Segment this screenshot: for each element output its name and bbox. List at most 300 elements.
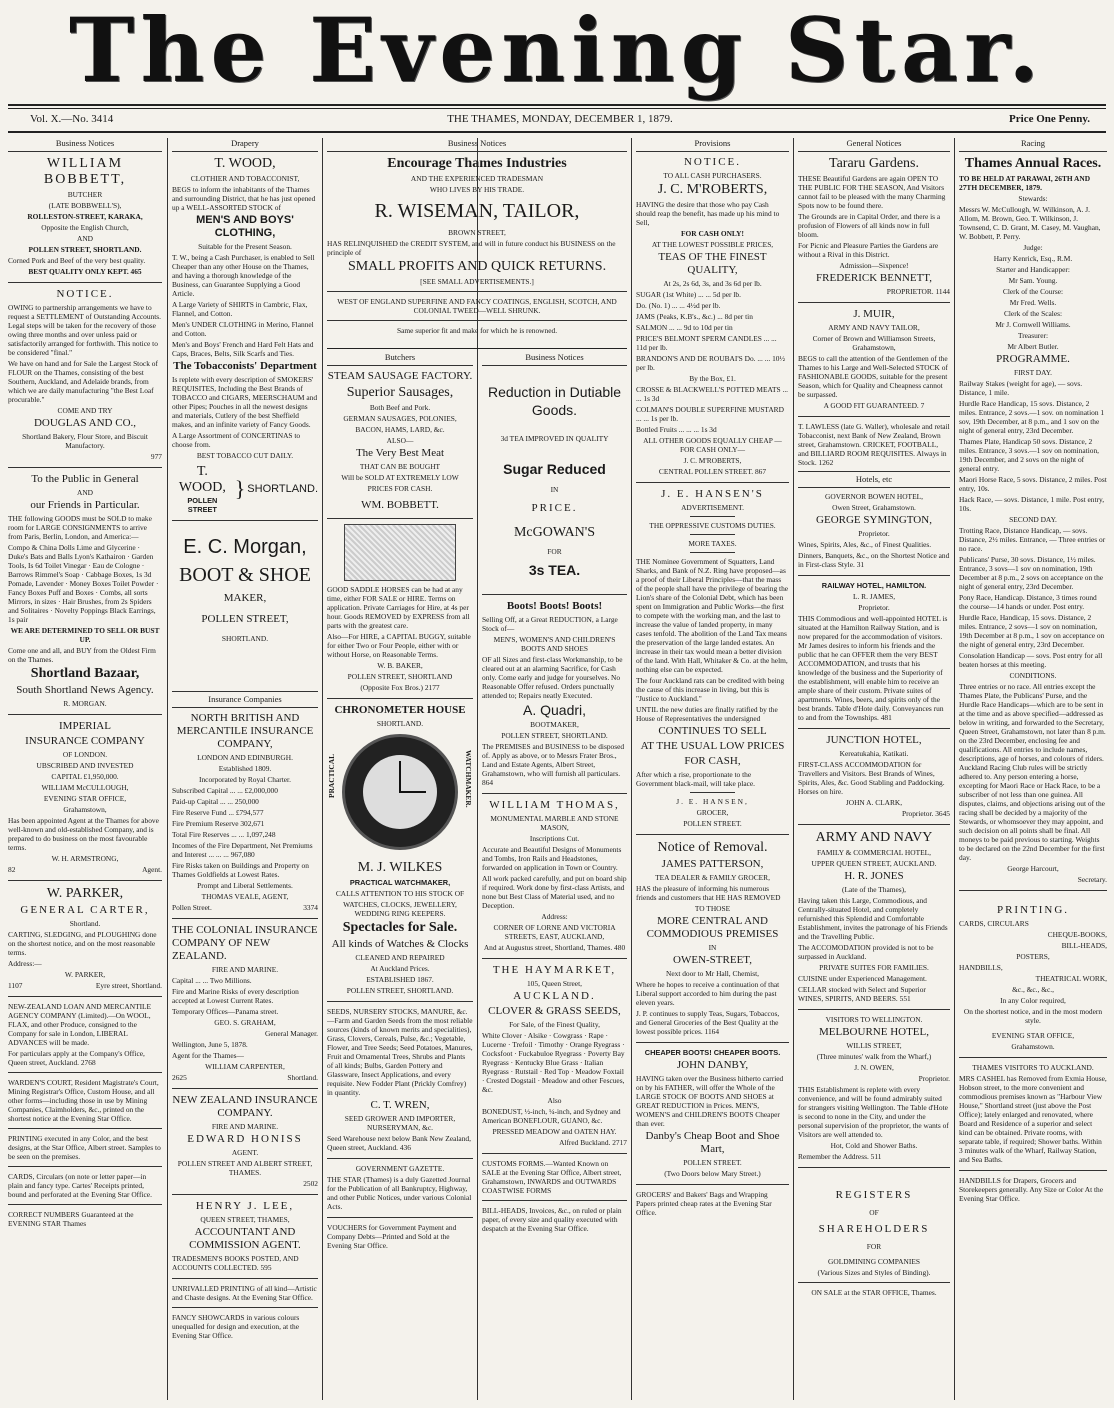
ad-line: BILL-HEADS, [1061, 941, 1107, 950]
ad-text: THESE Beautiful Gardens are again OPEN TO THE PUBLIC FOR THE SEASON, And Visitors cannot fail to be pleased with the many Charming Spots now to be found there. [798, 174, 946, 210]
ad-correct-numbers: CORRECT NUMBERS Guaranteed at the EVENING STAR Thames [8, 1210, 134, 1228]
section-header: Butchers [327, 352, 473, 366]
ad-name: NEW ZEALAND INSURANCE COMPANY. [172, 1094, 318, 1119]
ad-danby [636, 1048, 789, 1178]
ad-title: CHRONOMETER HOUSE [334, 704, 466, 716]
ad-headline: Sugar Reduced [503, 461, 606, 477]
ad-headline: FOR CASH, [684, 755, 741, 767]
ad-line: GERMAN SAUSAGES, POLONIES, [343, 414, 457, 423]
ad-text: OWING to partnership arrangements we have to request a SETTLEMENT of Outstanding Accounts. Legal steps will be taken for the recovery of those owing three months and over unless paid or satisfactorily arranged for forthwith. This notice to be considered "final." [8, 303, 161, 357]
ad-line: Starter and Handicapper: [996, 265, 1070, 274]
section-header: Racing [959, 138, 1107, 152]
ad-signature: GEO. S. GRAHAM, [214, 1018, 276, 1027]
column-divider [631, 138, 632, 1400]
ad-line: THEATRICAL WORK, [1035, 974, 1107, 983]
ad-name: INSURANCE COMPANY [25, 735, 145, 747]
ad-text: THE Nominee Government of Squatters, Land Sharks, and Bank of N.Z. Ring have proposed—as a proof of their Liberal Principles—that the mass of the people shall have the privilege of bearing the Lion's share of the Colonial Debt, which has been spent on Immigration and Public Works—the first to compete with the working man, and the last to increase the value of landed property, in many cases tenfold. The abolition of the Land Tax means the preservation of the large landed estates. An increase in their tax would mean a better division of the land. With Hall, Whitaker & Co. at the helm, nothing else can be expected. [636, 557, 789, 674]
ad-text: Messrs W. McCullough, W. Wilkinson, A. J. Allom, M. Brown, Geo. T. Wilkinson, J. Townsend, C. D. Grant, M. Casey, M. Vaughan, W. Bobbett, P. Perry. [959, 205, 1101, 241]
ad-name: T. WOOD, [178, 464, 226, 495]
ad-seed-list: White Clover · Alsike · Cowgrass · Rape · Lucerne · Trefoil · Timothy · Orange Ryegrass · Cocksfoot · Fuckabuloe Ryegrass · Poverty Bay Ryegrass · Kentucky Blue Grass · Italian Ryegrass · Rutstail · Red Top · Meadow Foxtail · Crested Dogstail · Meadow and other Fescues, &c. [482, 1031, 625, 1094]
ad-line: PRICES FOR CASH. [367, 484, 433, 493]
ad-vouchers: VOUCHERS for Government Payment and Company Debts—Printed and Sold at the Evening Star Office. [327, 1223, 457, 1250]
ad-signature: J. E. HANSEN, [676, 797, 749, 806]
ad-name: McGOWAN'S [513, 525, 596, 540]
ad-line: Incorporated by Royal Charter. [199, 775, 291, 784]
ad-address: POLLEN STREET, SHORTLAND. [346, 986, 454, 995]
ad-name: R. WISEMAN, TAILOR, [374, 200, 580, 222]
ad-goods-list: Compo & China Dolls Lime and Glycerine · Duke's Bats and Balls Lyon's Kathairon · Garden Tools, Is 6d Toilet Vinegar · Eau de Cologne · Barrows Rimmel's Soap · Cabbage Boxes, 1s 3d Pomade, Lavender · Money Boxes Toilet Powder · Fancy Boxes Puff and Boxes · Combs, all sorts Mirrors, in sizes · Hair Brushes, from 2s Spiders and Solitaires · Novelty Poppings Black Earrings, 1s pair [8, 543, 159, 624]
ad-address: POLLEN STREET, SHORTLAND [347, 672, 453, 681]
ad-trade: TEA DEALER & FAMILY GROCER, [655, 873, 770, 882]
ad-name: NORTH BRITISH AND MERCANTILE INSURANCE COMPANY, [176, 712, 314, 750]
ad-trade: SEED GROWER AND IMPORTER, NURSERYMAN, &c. [344, 1114, 456, 1132]
ad-name: E. C. Morgan, [183, 536, 307, 558]
ad-headline: CLOVER & GRASS SEEDS, [488, 1005, 621, 1017]
ad-colonial [172, 924, 318, 1082]
masthead-rule-bottom [8, 108, 1106, 109]
ad-line: GROCER, [696, 808, 729, 817]
ad-line: Prompt and Liberal Settlements. [197, 881, 293, 890]
ad-north-british [172, 712, 318, 912]
ad-text: Temporary Offices—Panama street. [172, 1007, 279, 1016]
ad-lawless: T. LAWLESS (late G. Waller), wholesale and retail Tobacconist, next Bank of New Zealand, Brown street, Grahamstown. CRICKET, FOOTBALL, and BILLIARD ROOM REQUISITES. Always in Stock. 1262 [798, 422, 950, 467]
ad-line: (LATE BOBBWELL'S), [48, 201, 122, 210]
ad-title: JUNCTION HOTEL, [826, 734, 922, 746]
ad-name: JOHN DANBY, [676, 1059, 749, 1071]
ad-text: FIRST-CLASS ACCOMMODATION for Travellers and Visitors. Best Brands of Wines, Spirits, Ales, &c. Good Stabling and Paddocking. Horses on hire. [798, 760, 945, 796]
ad-line: GOLDMINING COMPANIES [828, 1257, 920, 1266]
ad-line: AND THE EXPERIENCED TRADESMAN [410, 174, 544, 183]
ad-address: Owen Street, Grahamstown. [832, 503, 916, 512]
ad-title: STEAM SAUSAGE FACTORY. [327, 370, 473, 382]
ad-headline: CONTINUES TO SELL [658, 725, 767, 737]
ad-line: MEN'S, WOMEN'S AND CHILDREN'S BOOTS AND SHOES [493, 635, 616, 653]
ad-line: (Late of the Thames), [842, 885, 906, 894]
ad-headline: MORE CENTRAL AND COMMODIOUS PREMISES [646, 915, 779, 940]
ad-line: PROPRIETOR. 1144 [886, 287, 950, 296]
ad-title: VISITORS TO WELLINGTON. [825, 1015, 923, 1024]
ad-line: Agent for the Thames— [172, 1051, 244, 1060]
ad-divider [8, 1166, 162, 1167]
ad-line: OF LONDON. [62, 750, 108, 759]
ad-headline: Goods. [531, 402, 578, 418]
ad-line: Grahamstown, [63, 805, 107, 814]
ad-line: TO THOSE [694, 904, 731, 913]
ad-line: Mr Fred. Wells. [1009, 298, 1057, 307]
ad-name: M. J. WILKES [357, 860, 443, 875]
ad-divider [8, 282, 162, 283]
section-header: Drapery [172, 138, 318, 152]
ad-divider [172, 1278, 318, 1279]
ad-figure: Total Fire Reserves ... ... 1,097,248 [172, 830, 276, 839]
race-entry: Hack Race, — sovs. Distance, 1 mile. Post entry, 10s. [959, 495, 1105, 513]
ad-line: CONDITIONS. [1009, 671, 1057, 680]
ad-headline: AT THE USUAL LOW PRICES [640, 740, 785, 752]
ad-text: MRS CASHEL has Removed from Exmia House, Hobson street, to the more convenient and commodious premises known as "Harbour View House," Shortland street (just above the Post Office); lately enlarged and renovated, where Board and Residence of a superior and select kind can be obtained. Private rooms, with separate table, if required; Shower baths. Within 3 minutes walk of the Wharf, Railway Station, and Sea Baths. [959, 1074, 1107, 1164]
ad-line: Proprietor. [918, 1074, 950, 1083]
ad-fancy-showcards: FANCY SHOWCARDS in various colours unequalled for design and execution, at the Evening Star Office. [172, 1313, 300, 1340]
ad-line: Inscriptions Cut. [529, 834, 580, 843]
price-line: CROSSE & BLACKWELL'S POTTED MEATS ... ... 1s 3d [636, 385, 789, 403]
ad-chronometer [327, 704, 473, 995]
column-business-notices [8, 138, 162, 1400]
ad-name: GEORGE SYMINGTON, [816, 514, 932, 526]
ad-address: POLLEN STREET, SHORTLAND. [501, 731, 608, 740]
ad-dash [690, 552, 736, 553]
ad-tararu [798, 156, 950, 296]
ad-line: SHORTLAND. [376, 719, 424, 728]
ad-headline: Spectacles for Sale. [342, 920, 458, 935]
ad-army-navy-hotel [798, 830, 950, 1003]
ad-title: GOVERNMENT GAZETTE. [355, 1164, 445, 1173]
ad-line: MAKER, [223, 592, 267, 604]
masthead [0, 0, 1114, 100]
ad-text: After which a rise, proportionate to the Government black-mail, will take place. [636, 770, 756, 788]
ad-wiseman-span [327, 138, 627, 378]
ad-address: POLLEN STREET, SHORTLAND. [28, 245, 142, 254]
ad-title: our Friends in Particular. [30, 499, 140, 511]
ad-title: CHEAPER BOOTS! CHEAPER BOOTS. [644, 1048, 781, 1057]
ad-douglas-notice [8, 288, 162, 461]
ad-line: WILLIAM McCULLOUGH, [41, 783, 129, 792]
race-entry: Consolation Handicap — sovs. Post entry for all beaten horses at this meeting. [959, 651, 1103, 669]
ad-text: HAS RELINQUISHED the CREDIT SYSTEM, and will in future conduct his BUSINESS on the principle of [327, 239, 616, 257]
ad-line: Clerk of the Course: [1002, 287, 1064, 296]
ad-text: Three entries or no race. All entries except the Thames Plate, the Publicans' Purse, and the Hurdle Race Handicaps—which are to be sent in at the time and as above specified—addressed as below in writing, and forwarded to the Secretary, Queen Street, Grahamstown, not later than 8 p.m. on the 23rd December, enclosing fee and qualifications. All entries to include names, descriptions, age of horses, and colours of riders. Auckland Racing Club rules will be strictly adhered to. Any person entering a horse, excepting for Maori Race or Hack Race, to be a subscriber of not less than one guinea. All disputes, claims, and objections arising out of the racing shall be decided by a majority of the Stewards, or whomsoever they may appoint, and such decision on all points shall be final. All moneys to be paid previous to starting. Weights to be declared on the 22nd December for the first day. [959, 682, 1106, 862]
column-butchers [327, 352, 473, 1400]
ad-melbourne-hotel [798, 1015, 950, 1161]
ad-thomas [482, 799, 627, 952]
ad-line: TO ALL CASH PURCHASERS. [663, 171, 762, 180]
ad-line: Stewards: [1018, 194, 1048, 203]
ad-patterson [636, 840, 789, 1036]
section-header: Business Notices [327, 138, 627, 152]
ad-signature: EDWARD HONISS [187, 1133, 303, 1145]
ad-line: ALL OTHER GOODS EQUALLY CHEAP —FOR CASH ONLY— [643, 436, 782, 454]
race-entry: Trotting Race, Distance Handicap, — sovs. Distance, 2½ miles. Entrance, — Three entries or no race. [959, 526, 1106, 553]
section-header: General Notices [798, 138, 950, 152]
ad-text: THIS Commodious and well-appointed HOTEL is situated at the Hamilton Railway Station, and is now prepared for the accommodation of visitors. Mr James desires to inform his friends and the public that he can OFFER them the very BEST ACCOMMODATION, and trusts that his knowledge of the business and the Superiority of the establishment, will enable him to receive an ample share of their custom. Private suites of apartments. Wines, beers, and spirits only of the best brands. Table d'Hote daily. Conveyances run to and from the Townships. 481 [798, 614, 948, 722]
ad-line: WATCHMAKER. [464, 750, 473, 808]
race-entry: Pony Race, Handicap. Distance, 3 times round the course—14 hands or under. Post entry. [959, 593, 1097, 611]
ad-divider [482, 1200, 627, 1201]
ad-signature: George Harcourt, [1007, 864, 1059, 873]
ad-line: CHEQUE-BOOKS, [1047, 930, 1107, 939]
ad-headline: Reduction in Dutiable [487, 384, 622, 400]
price: Price One Penny. [1009, 113, 1090, 125]
ad-text: CARTING, SLEDGING, and PLOUGHING done on the shortest notice, and on the most reasonable terms. [8, 930, 157, 957]
ad-line: THE OPPRESSIVE CUSTOMS DUTIES. [649, 521, 776, 530]
ad-line: At 2s, 2s 6d, 3s, and 3s 6d per lb. [663, 279, 762, 288]
ad-line: Mr Sam. Young. [1008, 276, 1058, 285]
ad-name: A. Quadri, [522, 702, 587, 718]
price-line: SALMON ... ... 9d to 10d per tin [636, 323, 733, 332]
ad-figure: Fire Premium Reserve 302,671 [172, 819, 265, 828]
ad-grocers-bags: GROCERS' and Bakers' Bags and Wrapping Papers printed cheap rates at the Evening Star Office. [636, 1190, 772, 1217]
ad-address: 105, Queen Street, [526, 979, 582, 988]
ad-quadri [482, 600, 627, 787]
ad-printing-office [959, 896, 1107, 1051]
ad-line: A GOOD FIT GUARANTEED. 7 [823, 401, 925, 410]
ad-name: C. T. WREN, [370, 1099, 430, 1111]
ad-text: The four Auckland rats can be credited with being the cause of this increase in living, but this is "Justice to Auckland." [636, 676, 785, 703]
ad-line: ESTABLISHED 1867. [366, 975, 434, 984]
ad-unrivalled: UNRIVALLED PRINTING of all kind—Artistic and Chaste designs. At the Evening Star Office. [172, 1284, 317, 1302]
ad-title: Boots! Boots! Boots! [506, 600, 603, 612]
ad-name: THE COLONIAL INSURANCE COMPANY OF NEW ZEALAND. [172, 924, 318, 962]
ad-line: Remember the Address. 511 [798, 1152, 882, 1161]
ad-line: (Three minutes' walk from the Wharf,) [816, 1052, 932, 1061]
ad-address: POLLEN STREET. [683, 819, 742, 828]
ad-line: AGENT. [231, 1148, 259, 1157]
ad-line: TO BE HELD AT PARAWAI, 26TH AND 27TH DECEMBER, 1879. [959, 174, 1091, 192]
price-line: COLMAN'S DOUBLE SUPERFINE MUSTARD ... ... 1s per lb. [636, 405, 784, 423]
ad-hansen [636, 488, 789, 828]
ad-figure: Fire Reserve Fund ... £794,577 [172, 808, 264, 817]
ad-line: And at Augustus street, Shortland, Thames. 480 [483, 943, 626, 952]
ad-gazette [327, 1164, 473, 1211]
ad-address: CORNER OF LORNE AND VICTORIA STREETS, EAST, AUCKLAND, [493, 923, 616, 941]
ad-line: Shortland Bakery, Flour Store, and Biscuit Manufactory. [22, 432, 148, 450]
dateline [30, 113, 1090, 129]
ad-line: UBSCRIBED AND INVESTED [36, 761, 134, 770]
ad-line: Established 1809. [218, 764, 272, 773]
ad-divider [327, 698, 473, 699]
ad-address: CENTRAL POLLEN STREET. 867 [658, 467, 767, 476]
ad-mcgowan [482, 370, 627, 588]
ad-line: Mr J. Cornwell Williams. [995, 320, 1071, 329]
section-header: Business Notices [482, 352, 627, 366]
ad-line: EVENING STAR OFFICE, [991, 1031, 1075, 1040]
newspaper-title: The Evening Star. [69, 0, 1045, 102]
ad-morgan-bazaar [8, 473, 162, 708]
ad-trade: PRACTICAL WATCHMAKER, [349, 878, 451, 887]
ad-number: 82 [8, 865, 16, 874]
ad-divider [172, 1307, 318, 1308]
ad-line: AT THE LOWEST POSSIBLE PRICES, [651, 240, 774, 249]
ad-text: BEGS to call the attention of the Gentlemen of the Thames to his Large and Well-Selected STOCK of FASHIONABLE GOODS, suitable for the present Season, which for Quality and Cheapness cannot be surpassed. [798, 354, 948, 399]
ad-divider [798, 1009, 950, 1010]
ad-line: Both Beef and Pork. [369, 403, 431, 412]
ad-line: General Manager. [265, 1029, 318, 1038]
section-header: Business Notices [8, 138, 162, 152]
ad-line: FOR [547, 547, 562, 556]
ad-line: AUCKLAND. [513, 990, 596, 1002]
ad-divider [482, 958, 627, 959]
column-provisions [636, 138, 789, 1400]
ad-divider [482, 594, 627, 595]
ad-line: BEST TOBACCO CUT DAILY. [196, 451, 294, 460]
ad-text: TRADESMEN'S BOOKS POSTED, AND ACCOUNTS COLLECTED. 595 [172, 1254, 299, 1272]
ad-handbills: HANDBILLS for Drapers, Grocers and Storekeepers generally. Any Size or Color At the Evening Star Office. [959, 1176, 1104, 1203]
ad-text: CUISINE under Experienced Management. [798, 974, 927, 983]
ad-railway-hotel [798, 581, 950, 722]
ad-line: ADVERTISEMENT. [681, 503, 744, 512]
ad-text: Has been appointed Agent at the Thames for above well-known and old-established Company, and is prepared to do business on the most favourable terms. [8, 816, 159, 852]
ad-line: PRIVATE SUITES FOR FAMILIES. [819, 963, 929, 972]
ad-line: CAPITAL £1,950,000. [51, 772, 119, 781]
section-header: Hotels, etc [798, 471, 950, 488]
ad-text: OF all Sizes and first-class Workmanship, to be cleared out at an alarming Sacrifice, for Cash only. Come early and judge for yourselves. No Reasonable Offer refused. Orders punctually attended to; Repairs neatly Executed. [482, 655, 623, 700]
ad-text: The PREMISES and BUSINESS to be disposed of. Apply as above, or to Messrs Frater Bros., Land and Estate Agents, Albert Street, Grahamstown, who will furnish all particulars. 864 [482, 742, 625, 787]
ad-name: T. WOOD, [214, 156, 276, 171]
ad-divider [798, 728, 950, 729]
column-general-notices [798, 138, 950, 1400]
ad-divider [482, 793, 627, 794]
ad-title: RAILWAY HOTEL, HAMILTON. [821, 581, 927, 590]
ad-line: FIRST DAY. [1013, 368, 1053, 377]
ad-line: Judge: [1023, 243, 1043, 252]
ad-dash [690, 516, 736, 517]
ad-address: UPPER QUEEN STREET, AUCKLAND. [811, 859, 937, 868]
ad-title: PRINTING. [996, 904, 1070, 916]
ad-line: (Various Sizes and Styles of Binding). [817, 1268, 931, 1277]
ad-line: FIRE AND MARINE. [211, 1122, 279, 1131]
ad-figure: Subscribed Capital ... ... £2,000,000 [172, 786, 278, 795]
ad-name: HENRY J. LEE, [195, 1200, 295, 1212]
ad-text: Come one and all, and BUY from the Oldest Firm on the Thames. [8, 646, 156, 664]
price-line: PRICE'S BELMONT SPERM CANDLES ... ... 11d per lb. [636, 334, 777, 352]
ad-line: CALLS ATTENTION TO HIS STOCK OF [335, 889, 465, 898]
price-line: Do. (No. 1) ... ... 4½d per lb. [636, 301, 721, 310]
ad-number: 1107 [8, 981, 23, 990]
ad-divider [798, 1282, 950, 1283]
ad-cards: CARDS, Circulars (on note or letter paper—in plain and fancy type. Cartes' Receipts printed, bound and perforated at the Evening Star Office. [8, 1172, 152, 1199]
ad-text: On the shortest notice, and in the most modern style. [963, 1007, 1103, 1025]
section-header: Provisions [636, 138, 789, 152]
ad-name: JAMES PATTERSON, [661, 858, 764, 870]
span-rule [327, 348, 627, 349]
ad-divider [8, 714, 162, 715]
ad-text: The ACCOMODATION provided is not to be surpassed in Auckland. [798, 943, 934, 961]
section-header: Insurance Companies [172, 691, 318, 708]
ad-line: WE ARE DETERMINED TO SELL OR BUST UP. [10, 626, 160, 644]
ad-line: Address:— [8, 959, 42, 968]
ad-line: EVENING STAR OFFICE, [43, 794, 127, 803]
ad-text: SEEDS, NURSERY STOCKS, MANURE, &c.—Farm and Garden Seeds from the most reliable sources (kinds of known merits and specialities), Grass, Clovers, Cereals, Pulse, &c.; Vegetable, Flower, and Tree Seeds; Seed Potatoes, Manures, Fruit and Ornamental Trees, Shrubs and Plants of all kinds; Bulbs, Garden Pottery and Glassware, Insect Applications, and every requisite. New Fodder Plant (Prickly Comfrey) in quantity. [327, 1007, 473, 1097]
ad-trade: GENERAL CARTER, [20, 904, 150, 916]
ad-line: Address: [541, 912, 568, 921]
ad-title: Tararu Gardens. [829, 156, 919, 171]
ad-name: J. C. M'ROBERTS, [657, 182, 768, 197]
ad-wren [327, 1007, 473, 1152]
ad-line: FOR [866, 1242, 882, 1251]
ad-name: Shortland Bazaar, [30, 666, 140, 681]
ad-line: Mr Albert Butler. [1007, 342, 1059, 351]
ad-headline: OWEN-STREET, [673, 954, 752, 966]
ad-line: THAT CAN BE BOUGHT [359, 462, 441, 471]
ad-line: Agent. [142, 865, 162, 874]
ad-line: Grahamstown. [1011, 1042, 1055, 1051]
ad-address: POLLEN STREET AND ALBERT STREET, THAMES. [177, 1159, 313, 1177]
ad-figure: Capital ... ... Two Millions. [172, 976, 252, 985]
ad-line: Admission—Sixpence! [839, 261, 909, 270]
ad-trade: ARMY AND NAVY TAILOR, [828, 323, 920, 332]
ad-mroberts [636, 156, 789, 476]
ad-haymarket [482, 964, 627, 1147]
ad-divider [172, 1194, 318, 1195]
ad-trade: BOOTMAKER, [530, 720, 579, 729]
ad-text: UNTIL the new duties are finally ratified by the House of Representatives the undersigned [636, 705, 778, 723]
ad-trade: CLOTHIER AND TOBACCONIST, [190, 174, 300, 183]
ad-trade: ACCOUNTANT AND COMMISSION AGENT. [189, 1226, 301, 1251]
column-divider [793, 138, 794, 1400]
ad-imperial-insurance [8, 720, 162, 874]
ad-title: Encourage Thames Industries [387, 156, 567, 171]
ad-name: MELBOURNE HOTEL, [819, 1026, 929, 1038]
ad-line: Proprietor. [858, 529, 890, 538]
wood-logo [172, 464, 318, 514]
ad-address: WILLIS STREET, [846, 1041, 902, 1050]
ad-divider [327, 1158, 473, 1159]
ad-divider [327, 1217, 473, 1218]
ad-subheading: The Tobacconists' Department [173, 360, 317, 372]
ad-number: 2502 [303, 1179, 318, 1188]
ad-line: Proprietor. 3645 [901, 809, 950, 818]
ad-title: GOVERNOR BOWEN HOTEL, [825, 492, 923, 501]
ad-cashel [959, 1063, 1107, 1164]
ad-text: Where he hopes to receive a continuation of that Liberal support accorded to him during the past eleven years. [636, 980, 780, 1007]
ad-divider [8, 467, 162, 468]
ad-address: POLLEN STREET, [201, 613, 289, 625]
ad-junction-hotel [798, 734, 950, 818]
ad-name: THE HAYMARKET, [492, 964, 617, 976]
ad-divider [327, 291, 627, 292]
price-line: SUGAR (1st White) ... ... 5d per lb. [636, 290, 741, 299]
ad-line: WATCHES, CLOCKS, JEWELLERY, WEDDING RING KEEPERS. [343, 900, 457, 918]
ad-line: PRICE. [531, 502, 578, 514]
ad-tagline: BEST QUALITY ONLY KEPT. 465 [28, 267, 142, 276]
ad-divider [798, 824, 950, 825]
ad-address: Pollen Street. [172, 903, 212, 912]
ad-headline: 3s TEA. [528, 562, 581, 578]
ad-divider [798, 302, 950, 303]
ad-text: Corned Pork and Beef of the very best quality. [8, 256, 146, 265]
ad-line: SECOND DAY. [1009, 515, 1057, 524]
ad-steam-sausage [327, 370, 473, 512]
ad-line: LONDON AND EDINBURGH. [197, 753, 293, 762]
ad-title: Thames Annual Races. [964, 156, 1102, 171]
ad-number: 2625 [172, 1073, 187, 1082]
price-line: By the Box, £1. [689, 374, 736, 383]
ad-divider [8, 1204, 162, 1205]
race-entry: Maori Horse Race, 5 sovs. Distance, 2 miles. Post entry, 10s. [959, 475, 1107, 493]
ad-line: IN [550, 485, 559, 494]
ad-line: All kinds of Watches & Clocks [331, 938, 469, 950]
ad-divider [8, 996, 162, 997]
price-line: Bottled Fruits ... ... ... 1s 3d [636, 425, 717, 434]
ad-text: For particulars apply at the Company's Office, Queen street, Auckland. 2768 [8, 1049, 145, 1067]
ad-divider [959, 890, 1107, 891]
ad-line: Secretary. [1077, 875, 1107, 884]
ad-line: [SEE SMALL ADVERTISEMENTS.] [420, 277, 534, 286]
ad-text: THE following GOODS must be SOLD to make room for LARGE CONSIGNMENTS to arrive from Paris, Berlin, London, and America:— [8, 514, 152, 541]
ad-line: FAMILY & COMMERCIAL HOTEL, [817, 848, 931, 857]
ad-signature: W. PARKER, [64, 970, 106, 979]
ad-name: JOHN A. CLARK, [845, 798, 903, 807]
ad-line: MORE TAXES. [688, 539, 737, 548]
ad-signature: WM. BOBBETT. [361, 499, 439, 511]
ad-divider [798, 575, 950, 576]
ad-text: Accurate and Beautiful Designs of Monuments and Tombs, Iron Rails and Headstones, forwarded on application in Town or Country. [482, 845, 622, 872]
ad-text: Fire Risks taken on Buildings and Property on Thames Goldfields at Lowest Rates. [172, 861, 309, 879]
ad-signature: W. B. BAKER, [377, 661, 423, 670]
ad-dash [690, 792, 736, 793]
ad-divider [959, 1170, 1107, 1171]
ad-text: For Picnic and Pleasure Parties the Gardens are without a Rival in this District. [798, 241, 939, 259]
ad-signature: J. N. OWEN, [854, 1063, 894, 1072]
ad-line: Treasurer: [1017, 331, 1049, 340]
